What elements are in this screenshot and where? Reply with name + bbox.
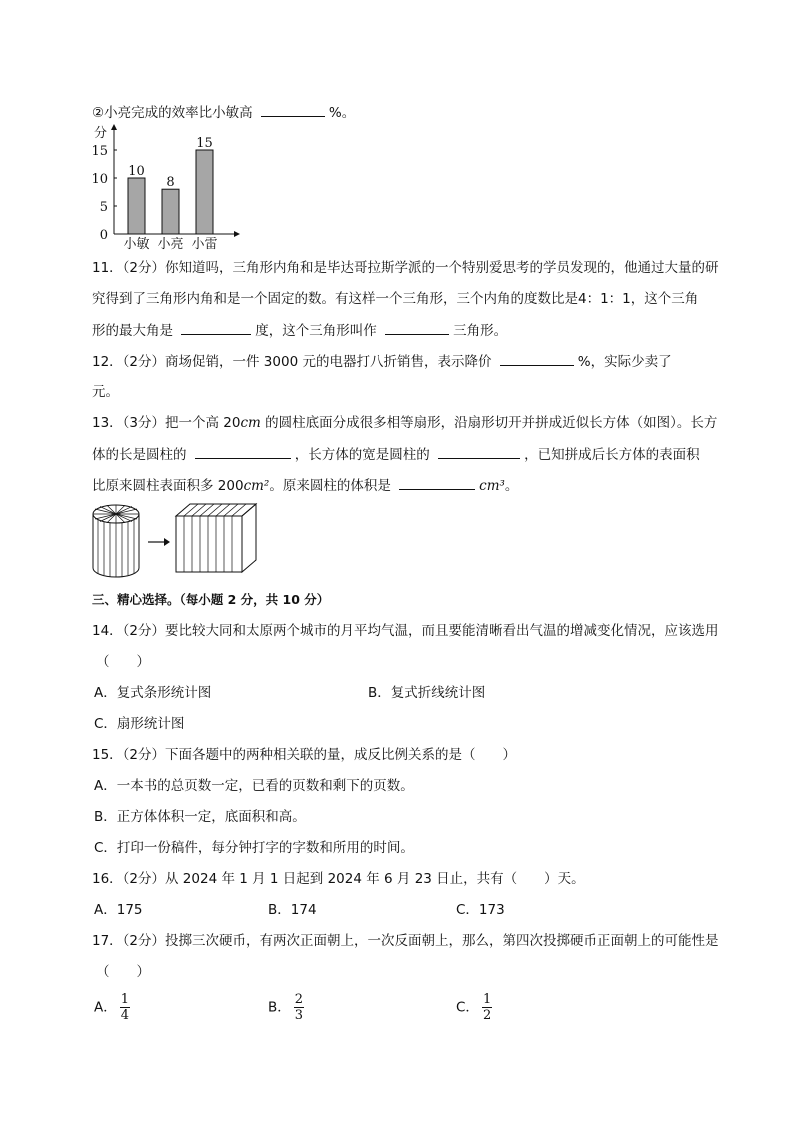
q12-line1 [92, 351, 672, 372]
fraction-numerator: 1 [120, 992, 130, 1007]
bar-data-label: 10 [128, 164, 145, 179]
q13-line1 [92, 413, 717, 433]
q11-line2: 究得到了三角形内角和是一个固定的数。有这样一个三角形，三个内角的度数比是4：1：1，这个三角 [92, 291, 699, 307]
y-tick-label: 15 [91, 144, 108, 159]
q13-line1-b: 的圆柱底面分成很多相等扇形，沿扇形切开并拼成近似长方体（如图）。长方 [260, 415, 718, 431]
fraction-numerator: 2 [294, 992, 304, 1007]
bar-chart [90, 122, 250, 252]
bar [128, 178, 145, 234]
fraction-denominator: 2 [482, 1008, 492, 1023]
q14-stem: 14．（2分）要比较大同和太原两个城市的月平均气温，而且要能清晰看出气温的增减变化情况，应该选用 [92, 623, 719, 639]
x-axis-arrow-icon [234, 231, 240, 237]
q13-unit-cm3: cm³ [479, 478, 505, 494]
y-axis-label: 分 [94, 126, 108, 141]
q15-option-c[interactable]: C．打印一份稿件，每分钟打字的字数和所用的时间。 [94, 840, 414, 856]
q13-line3-a: 比原来圆柱表面积多 200 [92, 478, 244, 494]
q17-option-c-fraction [482, 992, 492, 1023]
fraction-denominator: 4 [120, 1008, 130, 1023]
q13-line2-a: 体的长是圆柱的 [92, 447, 187, 463]
x-tick-label: 小亮 [157, 237, 184, 252]
q11-blank-type[interactable] [385, 320, 449, 335]
q17-option-a[interactable] [94, 992, 130, 1023]
y-axis-arrow-icon [111, 124, 117, 130]
q10-part2-text: ②小亮完成的效率比小敏高 [92, 105, 253, 121]
q13-unit-cm: cm [240, 415, 261, 431]
q11-line1: 11．（2分）你知道吗，三角形内角和是毕达哥拉斯学派的一个特别爱思考的学员发现的，他通过大量的研 [92, 260, 719, 276]
q13-blank-length[interactable] [195, 444, 291, 459]
fraction-numerator: 1 [482, 992, 492, 1007]
q13-line3-c: 。 [504, 478, 519, 494]
y-tick-label: 10 [91, 172, 108, 187]
q14-option-c[interactable]: C．扇形统计图 [94, 716, 185, 732]
section3-title: 三、精心选择。（每小题 2 分，共 10 分） [92, 592, 330, 607]
q11-blank-angle[interactable] [181, 320, 251, 335]
cylinder-to-cuboid-figure [90, 502, 280, 582]
q14-paren: （ ） [96, 654, 150, 670]
bar [196, 150, 213, 234]
q16-option-a[interactable]: A．175 [94, 902, 143, 918]
q11-line3-c: 三角形。 [453, 323, 508, 339]
q17-option-b[interactable] [268, 992, 304, 1023]
q13-line3-b: 。原来圆柱的体积是 [269, 478, 391, 494]
q13-line2-c: ，已知拼成后长方体的表面积 [524, 447, 700, 463]
q17-paren: （ ） [96, 964, 150, 980]
bar-data-label: 8 [166, 175, 175, 191]
q12-line1-b: %，实际少卖了 [577, 354, 672, 370]
arrow-icon [148, 538, 170, 546]
q17-stem: 17．（2分）投掷三次硬币，有两次正面朝上，一次反面朝上，那么，第四次投掷硬币正面朝上的可能性是 [92, 933, 719, 949]
bar [162, 189, 179, 234]
q12-blank-percent[interactable] [500, 351, 574, 366]
x-tick-label: 小敏 [123, 237, 150, 252]
q16-stem: 16．（2分）从 2024 年 1 月 1 日起到 2024 年 6 月 23 日止，共有（ ）天。 [92, 871, 585, 887]
q14-option-a[interactable]: A．复式条形统计图 [94, 685, 212, 701]
q13-blank-width[interactable] [438, 444, 520, 459]
q12-line1-a: 12．（2分）商场促销，一件 3000 元的电器打八折销售，表示降价 [92, 354, 492, 370]
q12-line2: 元。 [92, 384, 119, 400]
q10-part2-line [92, 102, 355, 123]
q13-line2-b: ，长方体的宽是圆柱的 [294, 447, 430, 463]
q13-line3 [92, 475, 518, 496]
q17-option-c-label: C． [456, 999, 479, 1016]
q10-part2-suffix: %。 [328, 105, 356, 121]
q17-option-a-fraction [120, 992, 130, 1023]
q16-option-b[interactable]: B．174 [268, 902, 317, 918]
q17-option-c[interactable] [456, 992, 492, 1023]
q11-line3 [92, 320, 507, 341]
q13-line2 [92, 444, 700, 465]
y-tick-label: 5 [99, 200, 108, 215]
q11-line3-b: 度，这个三角形叫作 [255, 323, 377, 339]
q15-option-b[interactable]: B．正方体体积一定，底面积和高。 [94, 809, 306, 825]
q14-option-b[interactable]: B．复式折线统计图 [368, 685, 486, 701]
q15-option-a[interactable]: A．一本书的总页数一定，已看的页数和剩下的页数。 [94, 778, 414, 794]
q13-line1-a: 13．（3分）把一个高 20 [92, 415, 241, 431]
q10-answer-blank[interactable] [261, 102, 325, 117]
cuboid-figure [176, 504, 256, 572]
q16-option-c[interactable]: C．173 [456, 902, 505, 918]
q13-blank-volume[interactable] [399, 475, 475, 490]
q17-option-b-fraction [294, 992, 304, 1023]
bar-data-label: 15 [196, 136, 213, 151]
q13-unit-cm2: cm² [243, 478, 270, 494]
q11-line3-a: 形的最大角是 [92, 323, 173, 339]
fraction-denominator: 3 [294, 1008, 304, 1023]
cylinder-figure [93, 505, 139, 577]
x-tick-label: 小雷 [191, 237, 218, 252]
q15-stem: 15．（2分）下面各题中的两种相关联的量，成反比例关系的是（ ） [92, 747, 517, 763]
y-tick-label: 0 [99, 228, 108, 243]
q17-option-a-label: A． [94, 999, 117, 1016]
q17-option-b-label: B． [268, 999, 291, 1016]
